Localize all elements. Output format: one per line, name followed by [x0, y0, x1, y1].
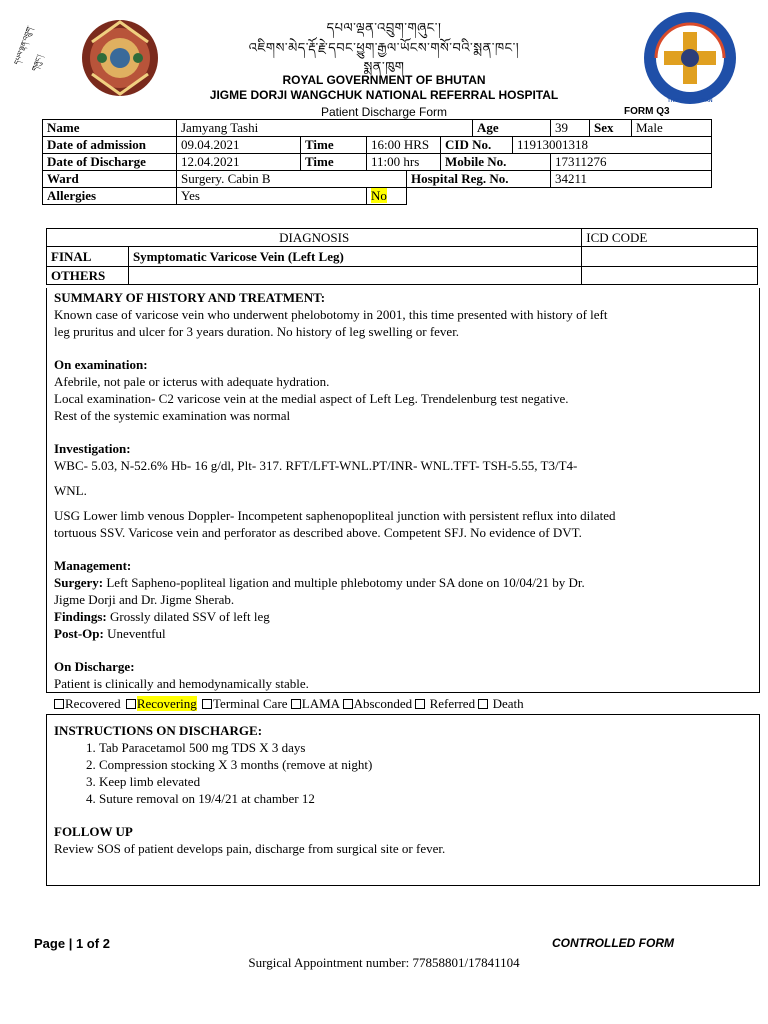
admission-time-label: Time [301, 137, 367, 154]
death-label: Death [489, 696, 524, 711]
others-icd-code [582, 267, 758, 285]
discharge-date: 12.04.2021 [177, 154, 301, 171]
allergy-no: No [367, 188, 407, 205]
discharge-status-row [54, 695, 754, 712]
tibetan-line-1: དཔལ་ལྡན་འབྲུག་གཞུང་། [326, 21, 442, 36]
referred-label: Referred [426, 696, 476, 711]
mobile-number: 17311276 [551, 154, 712, 171]
surgery-line-2: Jigme Dorji and Dr. Jigme Sherab. [54, 592, 235, 607]
diagnosis-table [46, 228, 758, 285]
final-label: FINAL [47, 247, 129, 267]
discharge-time-label: Time [301, 154, 367, 171]
exam-line-3: Rest of the systemic examination was normal [54, 408, 291, 423]
tibetan-line-2: འཇིགས་མེད་རྡོ་རྗེ་དབང་ཕྱུག་རྒྱལ་ཡོངས་གསོ་བའི་སྨན་ཁང་། [248, 41, 520, 56]
page-count: 1 of 2 [75, 936, 110, 951]
exam-heading: On examination: [54, 357, 148, 372]
patient-info-table [42, 119, 712, 205]
ward-label: Ward [43, 171, 177, 188]
instruction-item: 4. Suture removal on 19/4/21 at chamber 12 [99, 790, 754, 807]
hospital-logo-caption: THIMPHU BHUTAN [667, 98, 713, 104]
final-diagnosis: Symptomatic Varicose Vein (Left Leg) [128, 247, 581, 267]
history-line-2: leg pruritus and ulcer for 3 years duration. No history of leg swelling or fever. [54, 324, 460, 339]
instructions-heading: INSTRUCTIONS ON DISCHARGE: [54, 723, 263, 738]
postop-label: Post-Op: [54, 626, 104, 641]
absconded-label: Absconded [353, 696, 413, 711]
cid-label: CID No. [441, 137, 513, 154]
recovering-label: Recovering [136, 696, 197, 711]
tibetan-line-3: སྨན་ཁུག [363, 60, 405, 75]
patient-name: Jamyang Tashi [177, 120, 473, 137]
investigation-line-3: USG Lower limb venous Doppler- Incompetent saphenopopliteal junction with persistent reflux into dilated [54, 508, 616, 523]
ward-value: Surgery. Cabin B [177, 171, 407, 188]
emblem-caption: དཔལ་ལྡན་འབྲུག་གཞུང་། [12, 24, 44, 73]
admission-date: 09.04.2021 [177, 137, 301, 154]
page-separator: | [68, 936, 73, 951]
postop-text: Uneventful [103, 626, 166, 641]
name-label: Name [43, 120, 177, 137]
absconded-checkbox[interactable] [343, 699, 353, 709]
recovered-label: Recovered [65, 696, 121, 711]
icd-code-header: ICD CODE [582, 229, 758, 247]
instruction-item: 2. Compression stocking X 3 months (remove at night) [99, 756, 754, 773]
follow-up-text: Review SOS of patient develops pain, discharge from surgical site or fever. [54, 841, 446, 856]
investigation-line-4: tortuous SSV. Varicose vein and perforator as described above. Competent SFJ. No evidence of DVT. [54, 525, 582, 540]
follow-up-heading: FOLLOW UP [54, 824, 133, 839]
history-line-1: Known case of varicose vein who underwent phelobotomy in 2001, this time presented with history of left [54, 307, 608, 322]
investigation-heading: Investigation: [54, 441, 131, 456]
summary-heading: SUMMARY OF HISTORY AND TREATMENT: [54, 290, 326, 305]
others-label: OTHERS [47, 267, 129, 285]
diagnosis-header: DIAGNOSIS [47, 229, 582, 247]
allergy-yes: Yes [177, 188, 367, 205]
investigation-line-1: WBC- 5.03, N-52.6% Hb- 16 g/dl, Plt- 317. RFT/LFT-WNL.PT/INR- WNL.TFT- TSH-5.55, T3/T4- [54, 458, 578, 473]
death-checkbox[interactable] [478, 699, 488, 709]
cid-number: 11913001318 [513, 137, 712, 154]
findings-text: Grossly dilated SSV of left leg [106, 609, 270, 624]
status-divider-top [46, 692, 760, 693]
instructions-content [54, 722, 754, 857]
patient-age: 39 [551, 120, 590, 137]
on-discharge-text: Patient is clinically and hemodynamically stable. [54, 676, 309, 691]
exam-line-2: Local examination- C2 varicose vein at the medial aspect of Left Leg. Trendelenburg test negative. [54, 391, 569, 406]
admission-label: Date of admission [43, 137, 177, 154]
recovering-checkbox[interactable] [126, 699, 136, 709]
instruction-item: 1. Tab Paracetamol 500 mg TDS X 3 days [99, 739, 754, 756]
terminal-care-checkbox[interactable] [202, 699, 212, 709]
exam-line-1: Afebrile, not pale or icterus with adequate hydration. [54, 374, 330, 389]
form-title: Patient Discharge Form [320, 105, 448, 119]
sex-label: Sex [590, 120, 632, 137]
mobile-label: Mobile No. [441, 154, 551, 171]
controlled-form-label: CONTROLLED FORM [552, 936, 674, 950]
instruction-item: 3. Keep limb elevated [99, 773, 754, 790]
discharge-label: Date of Discharge [43, 154, 177, 171]
hospital-name: JIGME DORJI WANGCHUK NATIONAL REFERRAL HOSPITAL [209, 88, 559, 102]
page-number [34, 936, 110, 951]
findings-label: Findings: [54, 609, 107, 624]
admission-time: 16:00 HRS [367, 137, 441, 154]
instruction-list [54, 739, 754, 807]
surgery-line-1: Left Sapheno-popliteal ligation and multiple phlebotomy under SA done on 10/04/21 by Dr. [103, 575, 585, 590]
lama-checkbox[interactable] [291, 699, 301, 709]
referred-checkbox[interactable] [415, 699, 425, 709]
on-discharge-heading: On Discharge: [54, 659, 135, 674]
surgery-label: Surgery: [54, 575, 104, 590]
summary-content [54, 289, 754, 692]
patient-sex: Male [632, 120, 712, 137]
lama-label: LAMA [301, 696, 340, 711]
age-label: Age [473, 120, 551, 137]
final-icd-code [582, 247, 758, 267]
reg-number: 34211 [551, 171, 712, 188]
appointment-number: Surgical Appointment number: 77858801/17841104 [248, 955, 520, 970]
discharge-time: 11:00 hrs [367, 154, 441, 171]
page-label: Page [34, 936, 66, 951]
form-code: FORM Q3 [624, 106, 670, 117]
allergies-label: Allergies [43, 188, 177, 205]
recovered-checkbox[interactable] [54, 699, 64, 709]
government-name: ROYAL GOVERNMENT OF BHUTAN [282, 73, 486, 87]
reg-label: Hospital Reg. No. [407, 171, 551, 188]
terminal-care-label: Terminal Care [213, 696, 288, 711]
others-diagnosis [128, 267, 581, 285]
investigation-line-2: WNL. [54, 483, 87, 498]
management-heading: Management: [54, 558, 132, 573]
